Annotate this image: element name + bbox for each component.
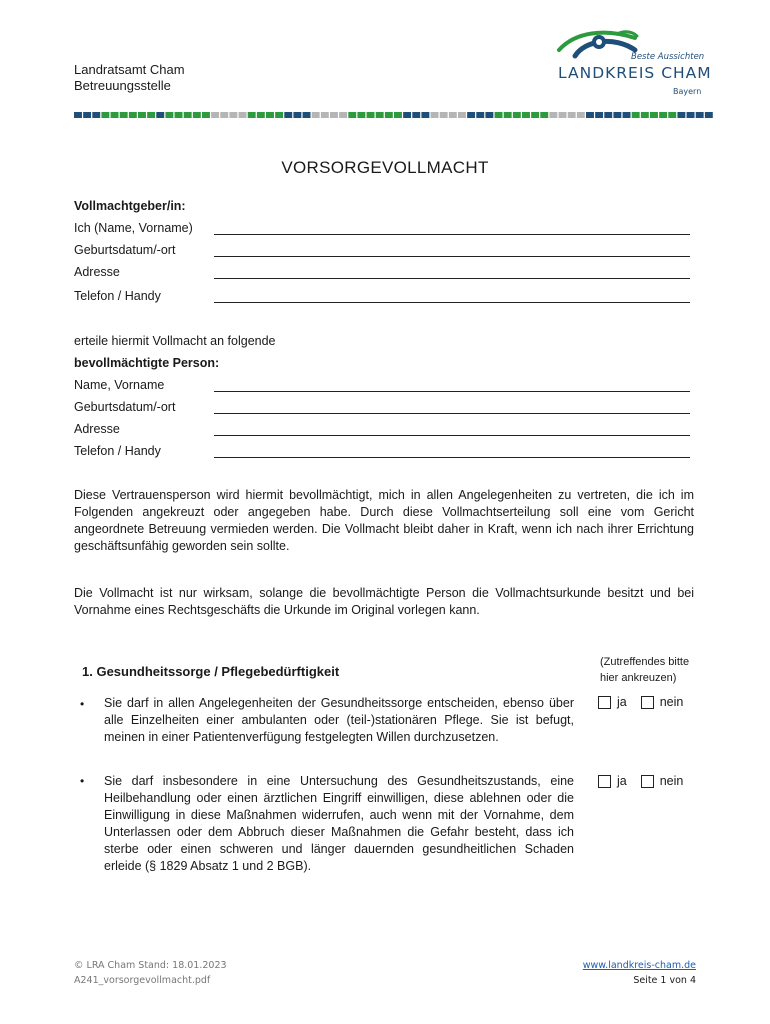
- grantor-phone-label: Telefon / Handy: [74, 289, 161, 303]
- item2-yes-label: ja: [617, 774, 627, 788]
- grantor-address-label: Adresse: [74, 265, 120, 279]
- grantor-name-field[interactable]: [214, 234, 690, 235]
- attorney-phone-label: Telefon / Handy: [74, 444, 161, 458]
- stripe-segment: [275, 112, 283, 118]
- stripe-segment: [229, 112, 237, 118]
- stripe-segment: [632, 112, 640, 118]
- stripe-segment: [403, 112, 411, 118]
- section-heading-health: 1. Gesundheitssorge / Pflegebedürftigkeit: [82, 664, 340, 679]
- stripe-segment: [431, 112, 439, 118]
- header-stripe: [74, 112, 714, 118]
- footer-left: [74, 958, 227, 988]
- logo-swoosh-icon: [555, 28, 715, 68]
- attorney-heading: bevollmächtigte Person:: [74, 356, 220, 370]
- attorney-birth-field[interactable]: [214, 413, 690, 414]
- item2-no-checkbox[interactable]: [641, 775, 654, 788]
- stripe-segment: [641, 112, 649, 118]
- grantor-address-field[interactable]: [214, 278, 690, 279]
- paragraph-authorization: Diese Vertrauensperson wird hiermit bevollmächtigt, mich in allen Angelegenheiten zu vertreten, die ich im Folgenden angekreuzt oder angegeben habe. Durch diese Vollmachtserteilung soll eine vom Gericht angeordnete Betreuung vermieden werden. Die Vollmacht bleibt daher in Kraft, wenn ich nach ihrer Errichtung geschäftsunfähig geworden sein sollte.: [74, 488, 694, 553]
- logo-region: Bayern: [673, 87, 702, 96]
- list-item: Sie darf in allen Angelegenheiten der Gesundheitssorge entscheiden, ebenso über alle Einzelheiten einer ambulanten oder (teil-)stationären Pflege. Sie ist befugt, meinen in einer Patientenverfügung festgelegten Willen durchzusetzen.: [104, 696, 574, 744]
- grantor-birth-field[interactable]: [214, 256, 690, 257]
- stripe-segment: [540, 112, 548, 118]
- stripe-segment: [111, 112, 119, 118]
- footer-right: [583, 958, 696, 988]
- stripe-segment: [138, 112, 146, 118]
- bullet-icon: •: [80, 697, 85, 711]
- stripe-segment: [120, 112, 128, 118]
- stripe-segment: [394, 112, 402, 118]
- footer-filename: A241_vorsorgevollmacht.pdf: [74, 975, 211, 986]
- stripe-segment: [449, 112, 457, 118]
- list-item: Sie darf insbesondere in eine Untersuchung des Gesundheitszustands, eine Heilbehandlung oder einen ärztlichen Eingriff einwilligen, diese ablehnen oder die Einwilligung in diese Maßnahmen widerrufen, auch wenn mit der Vornahme, dem Unterlassen oder dem Abbruch dieser Maßnahmen die Gefahr besteht, dass ich sterbe oder einen schweren und länger dauernden gesundheitlichen Schaden erleide (§ 1829 Absatz 1 und 2 BGB).: [104, 774, 574, 873]
- stripe-segment: [595, 112, 603, 118]
- document-title: VORSORGEVOLLMACHT: [281, 158, 489, 177]
- stripe-segment: [668, 112, 676, 118]
- attorney-address-label: Adresse: [74, 422, 120, 436]
- stripe-segment: [330, 112, 338, 118]
- item1-options: [598, 695, 697, 709]
- stripe-segment: [348, 112, 356, 118]
- stripe-segment: [522, 112, 530, 118]
- bullet-icon: •: [80, 774, 85, 788]
- stripe-segment: [577, 112, 585, 118]
- stripe-segment: [165, 112, 173, 118]
- item1-no-label: nein: [659, 695, 684, 709]
- stripe-segment: [687, 112, 695, 118]
- stripe-segment: [248, 112, 256, 118]
- grantor-name-label: Ich (Name, Vorname): [74, 221, 193, 235]
- stripe-segment: [421, 112, 429, 118]
- stripe-segment: [303, 112, 311, 118]
- stripe-segment: [650, 112, 658, 118]
- stripe-segment: [220, 112, 228, 118]
- stripe-segment: [92, 112, 100, 118]
- stripe-segment: [74, 112, 82, 118]
- org-name: Landratsamt Cham: [74, 62, 185, 77]
- checkbox-hint-line1: (Zutreffendes bitte: [600, 656, 690, 668]
- logo-tagline: Beste Aussichten: [631, 52, 705, 62]
- stripe-segment: [357, 112, 365, 118]
- stripe-segment: [568, 112, 576, 118]
- organisation-block: [74, 62, 185, 94]
- paragraph-validity: Die Vollmacht ist nur wirksam, solange die bevollmächtigte Person die Vollmachtsurkunde besitzt und bei Vornahme eines Rechtsgeschäfts die Urkunde im Original vorlegen kann.: [74, 586, 694, 617]
- attorney-name-label: Name, Vorname: [74, 378, 165, 392]
- stripe-segment: [513, 112, 521, 118]
- stripe-segment: [476, 112, 484, 118]
- stripe-segment: [193, 112, 201, 118]
- stripe-segment: [339, 112, 347, 118]
- attorney-phone-field[interactable]: [214, 457, 690, 458]
- stripe-segment: [367, 112, 375, 118]
- footer-page-number: Seite 1 von 4: [633, 975, 696, 986]
- stripe-segment: [696, 112, 704, 118]
- stripe-segment: [239, 112, 247, 118]
- grantor-phone-field[interactable]: [214, 302, 690, 303]
- grantor-birth-label: Geburtsdatum/-ort: [74, 243, 176, 257]
- stripe-segment: [613, 112, 621, 118]
- stripe-segment: [266, 112, 274, 118]
- item1-yes-checkbox[interactable]: [598, 696, 611, 709]
- checkbox-hint: [600, 654, 689, 686]
- stripe-segment: [677, 112, 685, 118]
- stripe-segment: [623, 112, 631, 118]
- stripe-segment: [504, 112, 512, 118]
- stripe-segment: [549, 112, 557, 118]
- stripe-segment: [312, 112, 320, 118]
- grantor-heading: Vollmachtgeber/in:: [74, 199, 186, 213]
- stripe-segment: [257, 112, 265, 118]
- intro-line: erteile hiermit Vollmacht an folgende: [74, 334, 276, 348]
- stripe-segment: [101, 112, 109, 118]
- org-department: Betreuungsstelle: [74, 78, 171, 93]
- footer-website-link[interactable]: www.landkreis-cham.de: [582, 960, 696, 971]
- landkreis-cham-logo: [555, 28, 715, 100]
- item1-no-checkbox[interactable]: [641, 696, 654, 709]
- logo-name: LANDKREIS CHAM: [558, 64, 712, 82]
- stripe-segment: [376, 112, 384, 118]
- stripe-segment: [467, 112, 475, 118]
- item2-yes-checkbox[interactable]: [598, 775, 611, 788]
- stripe-segment: [559, 112, 567, 118]
- stripe-segment: [440, 112, 448, 118]
- stripe-segment: [175, 112, 183, 118]
- stripe-segment: [202, 112, 210, 118]
- stripe-segment: [129, 112, 137, 118]
- stripe-segment: [495, 112, 503, 118]
- stripe-segment: [284, 112, 292, 118]
- checkbox-hint-line2: hier ankreuzen): [600, 672, 677, 684]
- stripe-segment: [156, 112, 164, 118]
- item1-yes-label: ja: [617, 695, 627, 709]
- stripe-segment: [412, 112, 420, 118]
- stripe-segment: [458, 112, 466, 118]
- stripe-segment: [147, 112, 155, 118]
- item2-options: [598, 774, 697, 788]
- stripe-segment: [604, 112, 612, 118]
- item2-no-label: nein: [659, 774, 684, 788]
- stripe-segment: [485, 112, 493, 118]
- stripe-segment: [184, 112, 192, 118]
- footer-copyright: © LRA Cham Stand: 18.01.2023: [74, 960, 227, 971]
- stripe-segment: [293, 112, 301, 118]
- attorney-birth-label: Geburtsdatum/-ort: [74, 400, 176, 414]
- stripe-segment: [659, 112, 667, 118]
- stripe-segment: [705, 112, 713, 118]
- stripe-segment: [83, 112, 91, 118]
- stripe-segment: [211, 112, 219, 118]
- attorney-name-field[interactable]: [214, 391, 690, 392]
- attorney-address-field[interactable]: [214, 435, 690, 436]
- stripe-segment: [385, 112, 393, 118]
- stripe-segment: [586, 112, 594, 118]
- stripe-segment: [531, 112, 539, 118]
- stripe-segment: [321, 112, 329, 118]
